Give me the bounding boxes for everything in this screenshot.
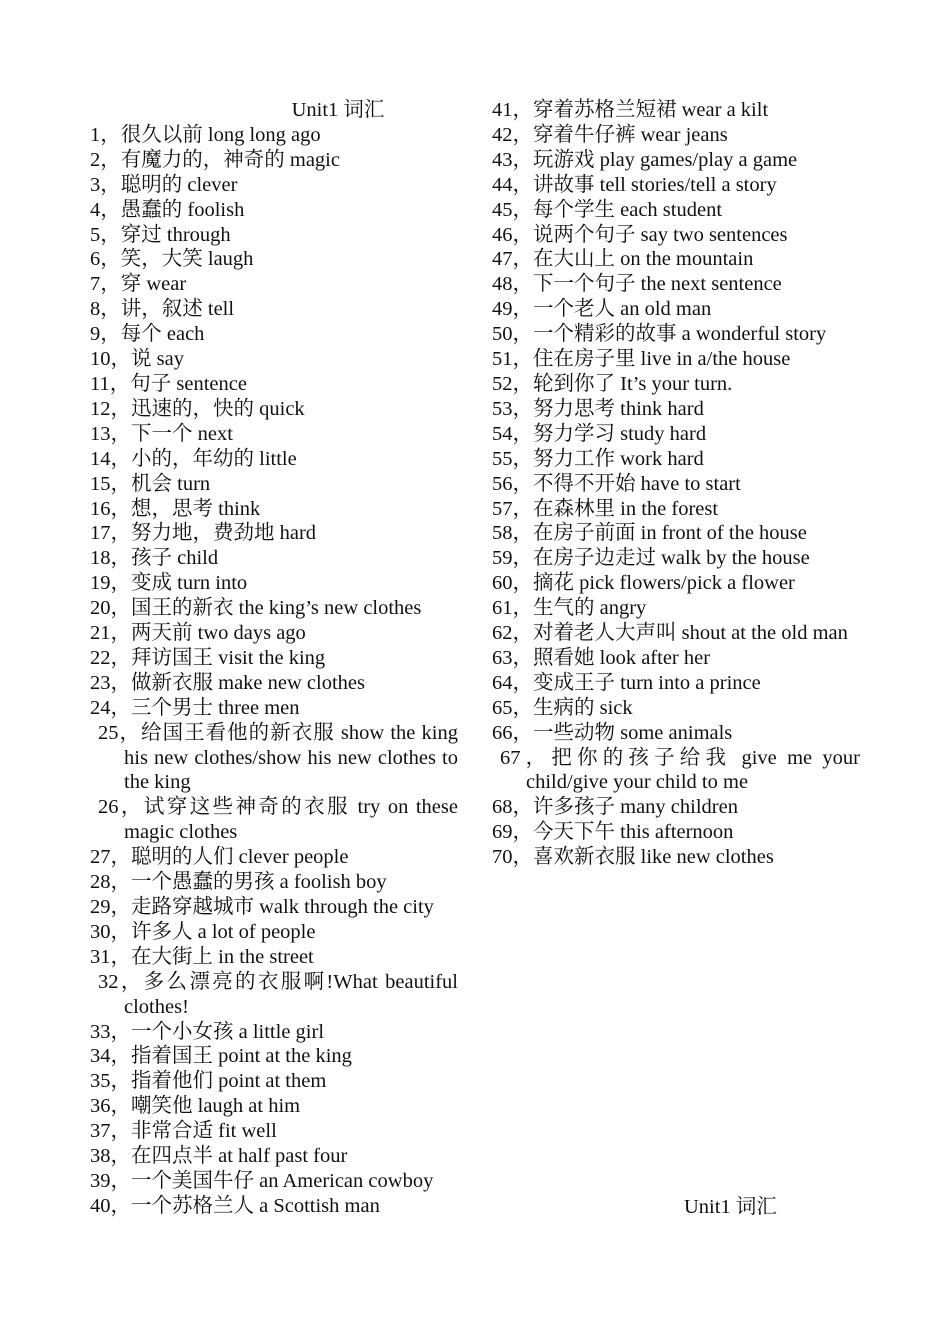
vocab-list-left (90, 123, 458, 1219)
vocab-item: 64，变成王子 turn into a prince (492, 671, 761, 694)
vocab-item: 20，国王的新衣 the king’s new clothes (90, 597, 422, 620)
vocab-item: 34，指着国王 point at the king (90, 1045, 352, 1068)
vocab-item: 28，一个愚蠢的男孩 a foolish boy (90, 871, 387, 894)
vocab-item: 35，指着他们 point at them (90, 1070, 327, 1093)
vocab-item: 42，穿着牛仔裤 wear jeans (492, 123, 728, 146)
vocab-item: 47，在大山上 on the mountain (492, 248, 754, 271)
vocab-item: 54，努力学习 study hard (492, 422, 707, 445)
vocab-item: 22，拜访国王 visit the king (90, 646, 326, 669)
vocab-item: 4，愚蠢的 foolish (90, 198, 245, 221)
vocab-item: 52，轮到你了 It’s your turn. (492, 372, 733, 395)
right-column (492, 98, 860, 870)
vocab-item: 3，聪明的 clever (90, 173, 238, 196)
vocab-item: 13，下一个 next (90, 422, 233, 445)
vocab-item: 48，下一个句子 the next sentence (492, 273, 782, 296)
vocab-item: 31，在大街上 in the street (90, 945, 314, 968)
vocab-item: 57，在森林里 in the forest (492, 497, 719, 520)
vocab-item: 30，许多人 a lot of people (90, 920, 316, 943)
vocab-item: 62，对着老人大声叫 shout at the old man (492, 622, 848, 645)
vocab-item: 53，努力思考 think hard (492, 397, 704, 420)
vocab-item: 11，句子 sentence (90, 372, 247, 395)
vocab-item: 14，小的，年幼的 little (90, 447, 297, 470)
vocab-item: 32，多么漂亮的衣服啊!What beautiful clothes! (98, 970, 458, 1018)
vocab-item: 37，非常合适 fit well (90, 1120, 277, 1143)
vocab-item: 55，努力工作 work hard (492, 447, 704, 470)
vocab-item: 56，不得不开始 have to start (492, 472, 741, 495)
vocab-item: 29，走路穿越城市 walk through the city (90, 896, 434, 918)
vocab-item: 41，穿着苏格兰短裙 wear a kilt (492, 99, 769, 121)
vocab-item: 21，两天前 two days ago (90, 622, 306, 645)
vocab-item: 26，试穿这些神奇的衣服 try on these magic clothes (98, 796, 458, 844)
vocab-item: 43，玩游戏 play games/play a game (492, 148, 798, 171)
vocab-item: 67，把你的孩子给我 give me your child/give your child to me (500, 746, 860, 794)
vocab-item: 25，给国王看他的新衣服 show the king his new clothes/show his new clothes to the king (98, 721, 458, 794)
vocab-item: 70，喜欢新衣服 like new clothes (492, 846, 774, 869)
vocab-item: 27，聪明的人们 clever people (90, 846, 349, 869)
vocab-item: 66，一些动物 some animals (492, 721, 733, 744)
vocab-item: 5，穿过 through (90, 223, 231, 246)
vocab-item: 58，在房子前面 in front of the house (492, 522, 807, 545)
vocab-item: 68，许多孩子 many children (492, 796, 738, 819)
vocab-item: 23，做新衣服 make new clothes (90, 671, 365, 694)
vocab-item: 33，一个小女孩 a little girl (90, 1020, 325, 1043)
vocab-item: 19，变成 turn into (90, 572, 248, 595)
vocab-item: 8，讲，叙述 tell (90, 298, 235, 321)
vocab-item: 46，说两个句子 say two sentences (492, 223, 788, 246)
vocab-item: 7，穿 wear (90, 273, 187, 296)
vocab-item: 10，说 say (90, 348, 184, 371)
vocab-item: 50，一个精彩的故事 a wonderful story (492, 323, 827, 346)
vocab-item: 45，每个学生 each student (492, 198, 723, 221)
vocab-item: 39，一个美国牛仔 an American cowboy (90, 1169, 434, 1192)
vocab-item: 59，在房子边走过 walk by the house (492, 547, 810, 570)
vocab-item: 40，一个苏格兰人 a Scottish man (90, 1194, 380, 1217)
vocab-item: 61，生气的 angry (492, 597, 647, 620)
vocab-item: 6，笑，大笑 laugh (90, 248, 254, 271)
left-column (90, 98, 458, 1219)
vocab-item: 17，努力地，费劲地 hard (90, 522, 317, 545)
vocab-item: 24，三个男士 three men (90, 696, 300, 719)
vocab-item: 38，在四点半 at half past four (90, 1145, 348, 1168)
vocab-item: 51，住在房子里 live in a/the house (492, 348, 791, 371)
vocab-item: 49，一个老人 an old man (492, 298, 712, 321)
vocab-item: 60，摘花 pick flowers/pick a flower (492, 572, 795, 595)
vocab-item: 69，今天下午 this afternoon (492, 821, 734, 844)
vocab-item: 15，机会 turn (90, 472, 211, 495)
vocab-item: 12，迅速的，快的 quick (90, 397, 305, 420)
vocab-item: 44，讲故事 tell stories/tell a story (492, 173, 777, 196)
page-title: Unit1 词汇 (291, 99, 385, 121)
vocab-item: 1，很久以前 long long ago (90, 123, 321, 146)
vocab-item: 18，孩子 child (90, 547, 219, 570)
vocab-item: 36，嘲笑他 laugh at him (90, 1095, 301, 1118)
vocab-item: 63，照看她 look after her (492, 646, 711, 669)
vocab-item: 65，生病的 sick (492, 696, 633, 719)
vocab-item: 2，有魔力的，神奇的 magic (90, 148, 340, 171)
vocab-list-right (492, 98, 860, 870)
footer-title: Unit1 词汇 (684, 1196, 777, 1218)
vocab-item: 16，想，思考 think (90, 497, 261, 520)
vocab-item: 9，每个 each (90, 323, 205, 346)
